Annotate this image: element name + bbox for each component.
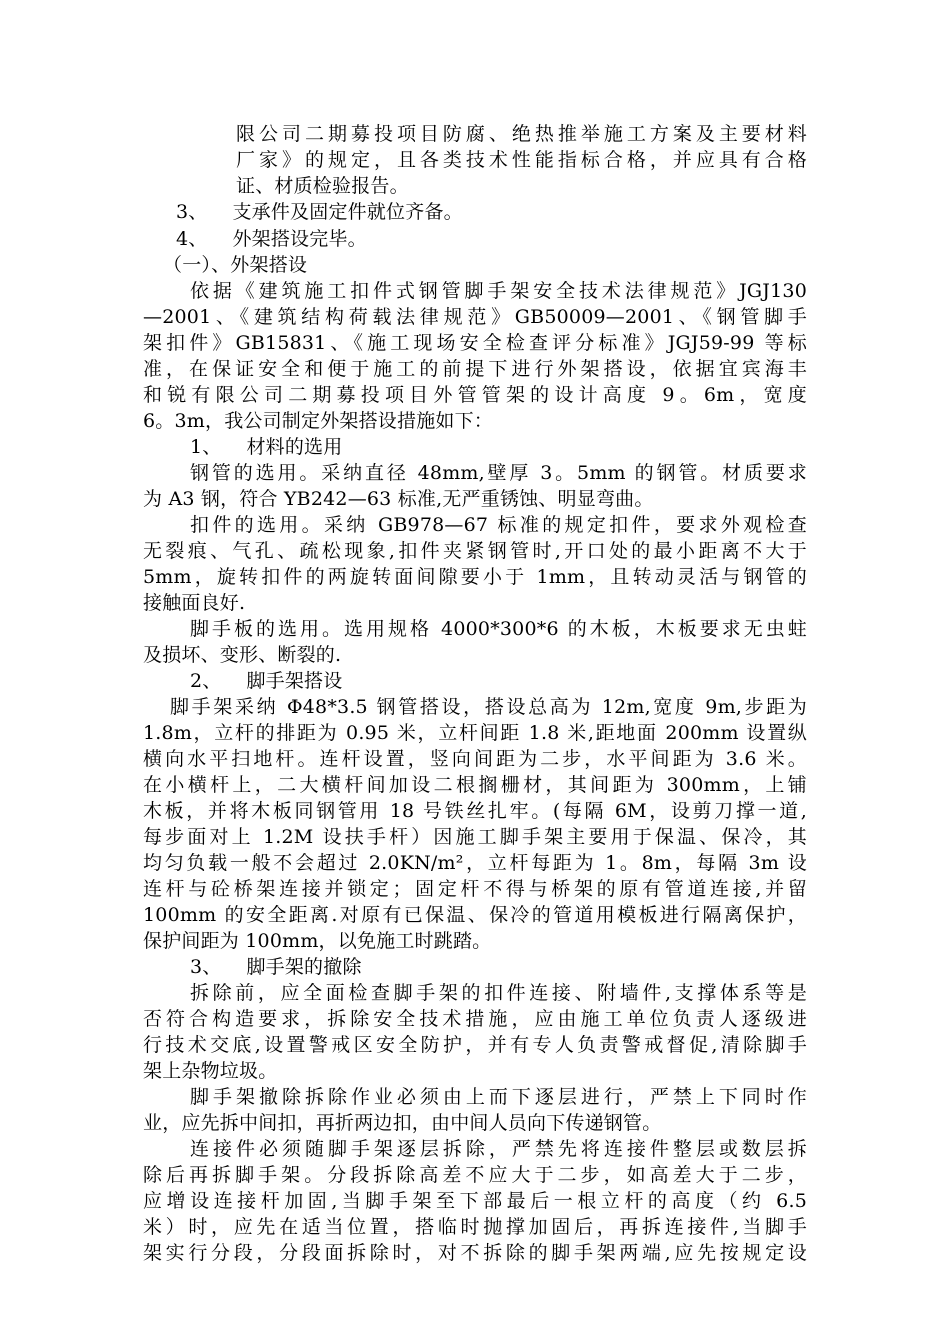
- text-line: 架上杂物垃圾。: [143, 1060, 278, 1082]
- text-line: 和锐有限公司二期募投项目外管管架的设计高度 9。6m，宽度: [143, 384, 807, 406]
- text-line: 证、材质检验报告。: [236, 175, 409, 197]
- text-line: 连接件必须随脚手架逐层拆除，严禁先将连接件整层或数层拆: [190, 1138, 807, 1160]
- text-line: 架实行分段，分段面拆除时，对不拆除的脚手架两端,应先按规定设: [143, 1242, 807, 1264]
- text-line: 否符合构造要求，拆除安全技术措施，应由施工单位负责人逐级进: [143, 1008, 807, 1030]
- text-line: 6。3m，我公司制定外架搭设措施如下：: [143, 410, 493, 432]
- text-line: 厂家》的规定，且各类技术性能指标合格，并应具有合格: [236, 149, 807, 171]
- text-line: 除后再拆脚手架。分段拆除高差不应大于二步，如高差大于二步，: [143, 1164, 807, 1186]
- text-line: 5mm，旋转扣件的两旋转面间隙要小于 1mm，且转动灵活与钢管的: [143, 566, 807, 588]
- text-line: 横向水平扫地杆。连杆设置，竖向间距为二步，水平间距为 3.6 米。: [143, 748, 807, 770]
- text-line: 及损坏、变形、断裂的.: [143, 644, 342, 666]
- text-line: 每步面对上 1.2M 设扶手杆）因施工脚手架主要用于保温、保冷，其: [143, 826, 807, 848]
- text-line: 扣件的选用。采纳 GB978—67 标准的规定扣件，要求外观检查: [190, 514, 807, 536]
- text-line: 架扣件》GB15831、《施工现场安全检查评分标准》JGJ59-99 等标: [143, 332, 807, 354]
- subheading: 3、 脚手架的撤除: [190, 956, 362, 978]
- text-line: 拆除前，应全面检查脚手架的扣件连接、附墙件,支撑体系等是: [190, 982, 807, 1004]
- text-line: 无裂痕、气孔、疏松现象,扣件夹紧钢管时,开口处的最小距离不大于: [143, 540, 807, 562]
- text-line: 100mm 的安全距离.对原有已保温、保冷的管道用模板进行隔离保护，: [143, 904, 807, 926]
- text-line: 脚手架撤除拆除作业必须由上而下逐层进行，严禁上下同时作: [190, 1086, 807, 1108]
- text-line: —2001、《建筑结构荷载法律规范》GB50009—2001、《钢管脚手: [143, 306, 807, 328]
- text-line: 木板，并将木板同钢管用 18 号铁丝扎牢。(每隔 6M，设剪刀撑一道,: [143, 800, 807, 822]
- text-line: 为 A3 钢，符合 YB242—63 标准,无严重锈蚀、明显弯曲。: [143, 488, 654, 510]
- text-line: 钢管的选用。采纳直径 48mm,壁厚 3。5mm 的钢管。材质要求: [190, 462, 807, 484]
- text-line: 均匀负载一般不会超过 2.0KN/m²，立杆每距为 1。8m，每隔 3m 设: [143, 852, 807, 874]
- text-line: 准，在保证安全和便于施工的前提下进行外架搭设，依据宜宾海丰: [143, 358, 807, 380]
- list-item-4: 4、 外架搭设完毕。: [176, 228, 367, 250]
- subheading: 2、 脚手架搭设: [190, 670, 343, 692]
- text-line: 依据《建筑施工扣件式钢管脚手架安全技术法律规范》JGJ130: [190, 280, 807, 302]
- text-line: 应增设连接杆加固,当脚手架至下部最后一根立杆的高度（约 6.5: [143, 1190, 807, 1212]
- text-line: 米）时，应先在适当位置，搭临时抛撑加固后，再拆连接件,当脚手: [143, 1216, 807, 1238]
- text-line: 连杆与砼桥架连接并锁定；固定杆不得与桥架的原有管道连接,并留: [143, 878, 807, 900]
- text-line: 行技术交底,设置警戒区安全防护，并有专人负责警戒督促,清除脚手: [143, 1034, 807, 1056]
- list-item-3: 3、 支承件及固定件就位齐备。: [176, 201, 463, 223]
- text-line: 1.8m，立杆的排距为 0.95 米，立杆间距 1.8 米,距地面 200mm 设置纵: [143, 722, 807, 744]
- text-line: 业，应先拆中间扣，再折两边扣，由中间人员向下传递钢管。: [143, 1112, 662, 1134]
- text-line: 接触面良好.: [143, 592, 246, 614]
- text-line: 脚手板的选用。选用规格 4000*300*6 的木板，木板要求无虫蛀: [190, 618, 807, 640]
- text-line: 限公司二期募投项目防腐、绝热推举施工方案及主要材料: [236, 123, 807, 145]
- subheading: 1、 材料的选用: [190, 436, 343, 458]
- text-line: 在小横杆上，二大横杆间加设二根搁栅材，其间距为 300mm，上铺: [143, 774, 807, 796]
- text-line: 保护间距为 100mm，以免施工时跳踏。: [143, 930, 492, 952]
- text-line: 脚手架采纳 Φ48*3.5 钢管搭设，搭设总高为 12m,宽度 9m,步距为: [170, 696, 807, 718]
- section-heading: （一）、外架搭设: [163, 254, 308, 276]
